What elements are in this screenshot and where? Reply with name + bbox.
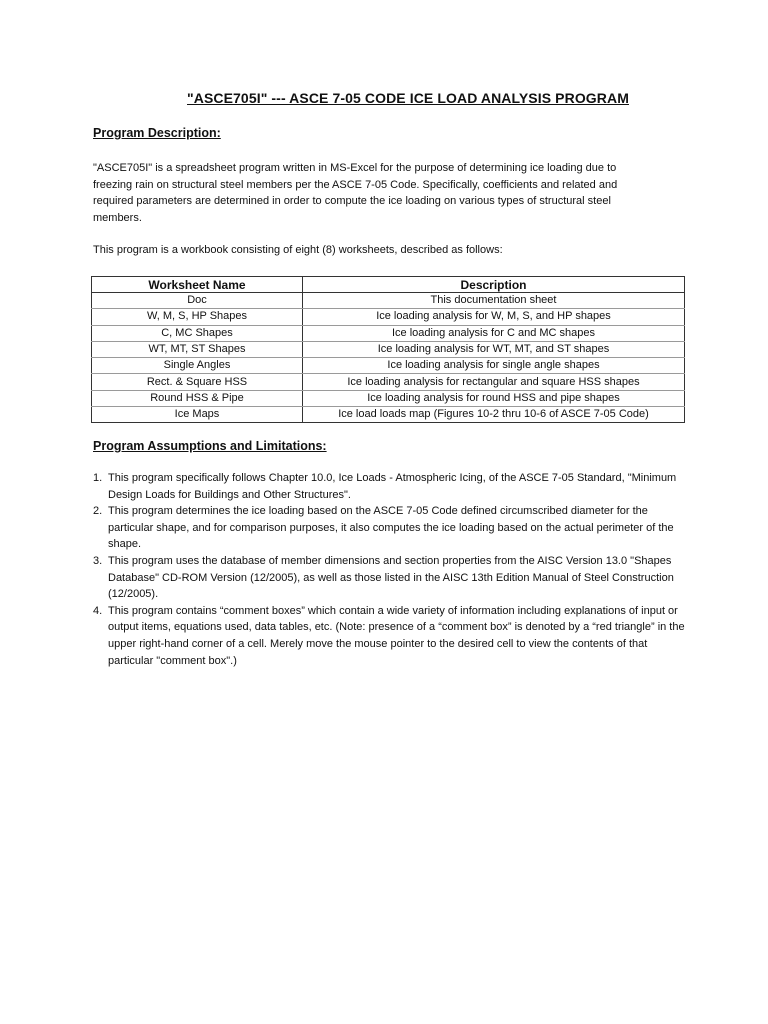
worksheet-description-cell: Ice loading analysis for WT, MT, and ST shapes <box>303 341 685 357</box>
worksheet-description-cell: This documentation sheet <box>303 293 685 309</box>
table-row <box>92 309 685 325</box>
worksheet-intro-text: This program is a workbook consisting of eight (8) worksheets, described as follows: <box>93 244 503 256</box>
worksheet-name-cell: C, MC Shapes <box>92 325 303 341</box>
worksheet-name-cell: Round HSS & Pipe <box>92 390 303 406</box>
assumptions-heading: Program Assumptions and Limitations: <box>93 439 327 453</box>
program-description-heading: Program Description: <box>93 126 221 140</box>
worksheet-name-cell: Single Angles <box>92 358 303 374</box>
list-item <box>93 470 693 503</box>
list-item <box>93 503 693 553</box>
worksheet-name-cell: Rect. & Square HSS <box>92 374 303 390</box>
list-item-number: 2. <box>93 505 103 518</box>
table-row <box>92 407 685 423</box>
worksheet-description-cell: Ice loading analysis for W, M, S, and HP shapes <box>303 309 685 325</box>
table-row <box>92 374 685 390</box>
table-header-row <box>92 277 685 293</box>
table-row <box>92 390 685 406</box>
worksheet-description-cell: Ice loading analysis for single angle shapes <box>303 358 685 374</box>
list-item <box>93 603 693 669</box>
worksheet-name-cell: Doc <box>92 293 303 309</box>
table-row <box>92 325 685 341</box>
table-row <box>92 293 685 309</box>
worksheet-description-cell: Ice loading analysis for rectangular and square HSS shapes <box>303 374 685 390</box>
worksheet-description-cell: Ice load loads map (Figures 10-2 thru 10-6 of ASCE 7-05 Code) <box>303 407 685 423</box>
table-row <box>92 358 685 374</box>
list-item <box>93 553 693 603</box>
column-header-worksheet-name: Worksheet Name <box>92 277 303 293</box>
assumptions-list <box>93 470 693 669</box>
column-header-description: Description <box>303 277 685 293</box>
list-item-number: 4. <box>93 604 103 617</box>
list-item-text: This program specifically follows Chapter 10.0, Ice Loads - Atmospheric Icing, of the ASCE 7-05 Standard, "Minimum Design Loads for Buildings and Other Structures". <box>108 472 677 501</box>
worksheet-name-cell: Ice Maps <box>92 407 303 423</box>
worksheet-name-cell: WT, MT, ST Shapes <box>92 341 303 357</box>
list-item-text: This program uses the database of member dimensions and section properties from the AISC Version 13.0 "Shapes Database" CD-ROM Version (12/2005), as well as those listed in the AISC 13th Edition Manual of Steel Construction (12/2005). <box>108 554 674 601</box>
worksheet-name-cell: W, M, S, HP Shapes <box>92 309 303 325</box>
page-title: "ASCE705I" --- ASCE 7-05 CODE ICE LOAD ANALYSIS PROGRAM <box>187 90 629 106</box>
list-item-number: 1. <box>93 472 103 484</box>
worksheet-description-cell: Ice loading analysis for round HSS and pipe shapes <box>303 390 685 406</box>
worksheet-table <box>91 276 685 423</box>
worksheet-description-cell: Ice loading analysis for C and MC shapes <box>303 325 685 341</box>
list-item-number: 3. <box>93 554 103 567</box>
program-description-paragraph: "ASCE705I" is a spreadsheet program written in MS-Excel for the purpose of determining ice loading due to freezing rain on structural steel members per the ASCE 7-05 Code. Specifically, coefficients and related and required parameters are determined in order to compute the ice loading on various types of structural steel members. <box>93 162 618 224</box>
list-item-text: This program determines the ice loading based on the ASCE 7-05 Code defined circumscribed diameter for the particular shape, and for comparison purposes, it also computes the ice loading based on the actual perimeter of the shape. <box>108 505 674 551</box>
list-item-text: This program contains “comment boxes” which contain a wide variety of information including explanations of input or output items, equations used, data tables, etc. (Note: presence of a “comment box” is denoted by a “red triangle” in the upper right-hand corner of a cell. Merely move the mouse pointer to the desired cell to view the contents of that particular "comment box".) <box>108 604 685 667</box>
table-row <box>92 341 685 357</box>
